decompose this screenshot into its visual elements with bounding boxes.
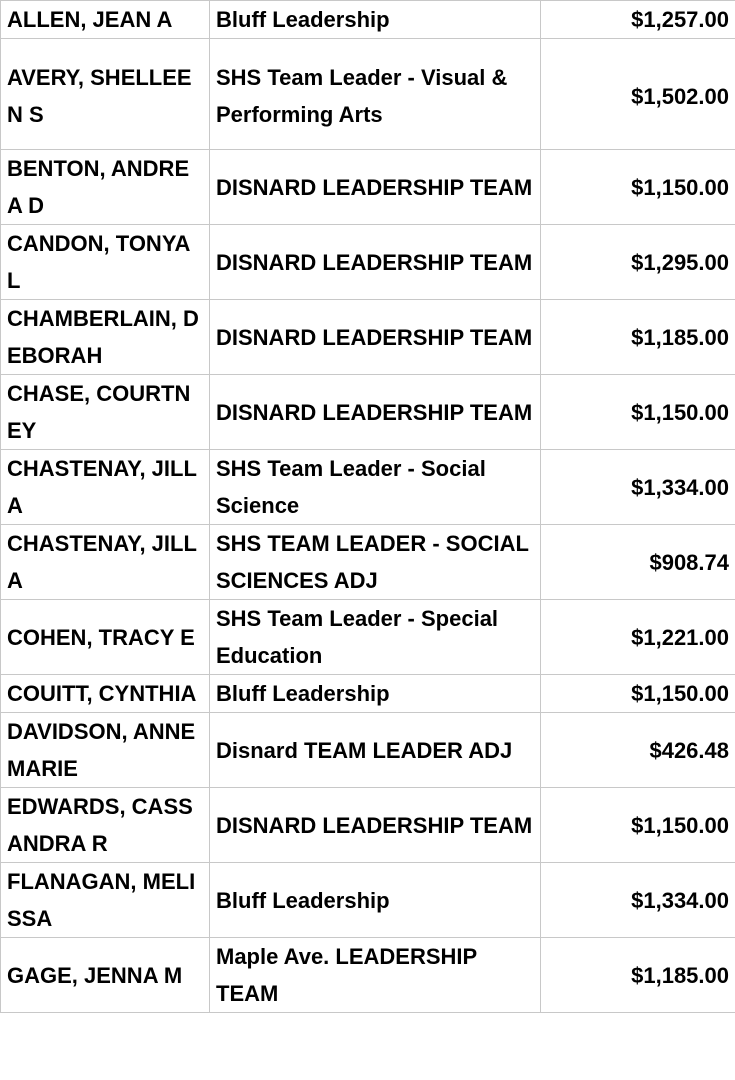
amount-cell: $1,185.00 [541, 938, 735, 1013]
employee-name-cell: DAVIDSON, ANNEMARIE [1, 713, 210, 788]
position-cell: DISNARD LEADERSHIP TEAM [210, 150, 541, 225]
table-row [1, 450, 735, 525]
position-cell: Maple Ave. LEADERSHIP TEAM [210, 938, 541, 1013]
position-cell: SHS Team Leader - Special Education [210, 600, 541, 675]
table-row [1, 675, 735, 713]
position-cell: Bluff Leadership [210, 1, 541, 39]
amount-cell: $426.48 [541, 713, 735, 788]
position-cell: DISNARD LEADERSHIP TEAM [210, 788, 541, 863]
table-row [1, 1, 735, 39]
amount-cell: $1,185.00 [541, 300, 735, 375]
employee-name-cell: FLANAGAN, MELISSA [1, 863, 210, 938]
employee-name-cell: COUITT, CYNTHIA [1, 675, 210, 713]
employee-name-cell: CHAMBERLAIN, DEBORAH [1, 300, 210, 375]
table-row [1, 39, 735, 150]
employee-name-cell: EDWARDS, CASSANDRA R [1, 788, 210, 863]
position-cell: DISNARD LEADERSHIP TEAM [210, 375, 541, 450]
employee-name-cell: GAGE, JENNA M [1, 938, 210, 1013]
employee-name-cell: CHASTENAY, JILL A [1, 525, 210, 600]
table-row [1, 225, 735, 300]
table-body [1, 1, 735, 1013]
amount-cell: $1,502.00 [541, 39, 735, 150]
table-row [1, 788, 735, 863]
amount-cell: $1,150.00 [541, 375, 735, 450]
employee-name-cell: CHASTENAY, JILL A [1, 450, 210, 525]
amount-cell: $1,150.00 [541, 788, 735, 863]
amount-cell: $1,221.00 [541, 600, 735, 675]
table-row [1, 938, 735, 1013]
position-cell: SHS Team Leader - Social Science [210, 450, 541, 525]
employee-name-cell: CHASE, COURTNEY [1, 375, 210, 450]
amount-cell: $1,334.00 [541, 863, 735, 938]
amount-cell: $908.74 [541, 525, 735, 600]
table-row [1, 525, 735, 600]
employee-name-cell: BENTON, ANDREA D [1, 150, 210, 225]
employee-name-cell: ALLEN, JEAN A [1, 1, 210, 39]
table-row [1, 375, 735, 450]
table-row [1, 150, 735, 225]
position-cell: SHS Team Leader - Visual & Performing Arts [210, 39, 541, 150]
table-row [1, 600, 735, 675]
position-cell: Bluff Leadership [210, 675, 541, 713]
position-cell: Disnard TEAM LEADER ADJ [210, 713, 541, 788]
employee-name-cell: AVERY, SHELLEEN S [1, 39, 210, 150]
position-cell: DISNARD LEADERSHIP TEAM [210, 225, 541, 300]
position-cell: Bluff Leadership [210, 863, 541, 938]
table-row [1, 863, 735, 938]
position-cell: DISNARD LEADERSHIP TEAM [210, 300, 541, 375]
amount-cell: $1,257.00 [541, 1, 735, 39]
table-row [1, 300, 735, 375]
amount-cell: $1,295.00 [541, 225, 735, 300]
amount-cell: $1,150.00 [541, 150, 735, 225]
position-cell: SHS TEAM LEADER - SOCIAL SCIENCES ADJ [210, 525, 541, 600]
employee-name-cell: CANDON, TONYA L [1, 225, 210, 300]
table-row [1, 713, 735, 788]
amount-cell: $1,334.00 [541, 450, 735, 525]
amount-cell: $1,150.00 [541, 675, 735, 713]
employee-name-cell: COHEN, TRACY E [1, 600, 210, 675]
